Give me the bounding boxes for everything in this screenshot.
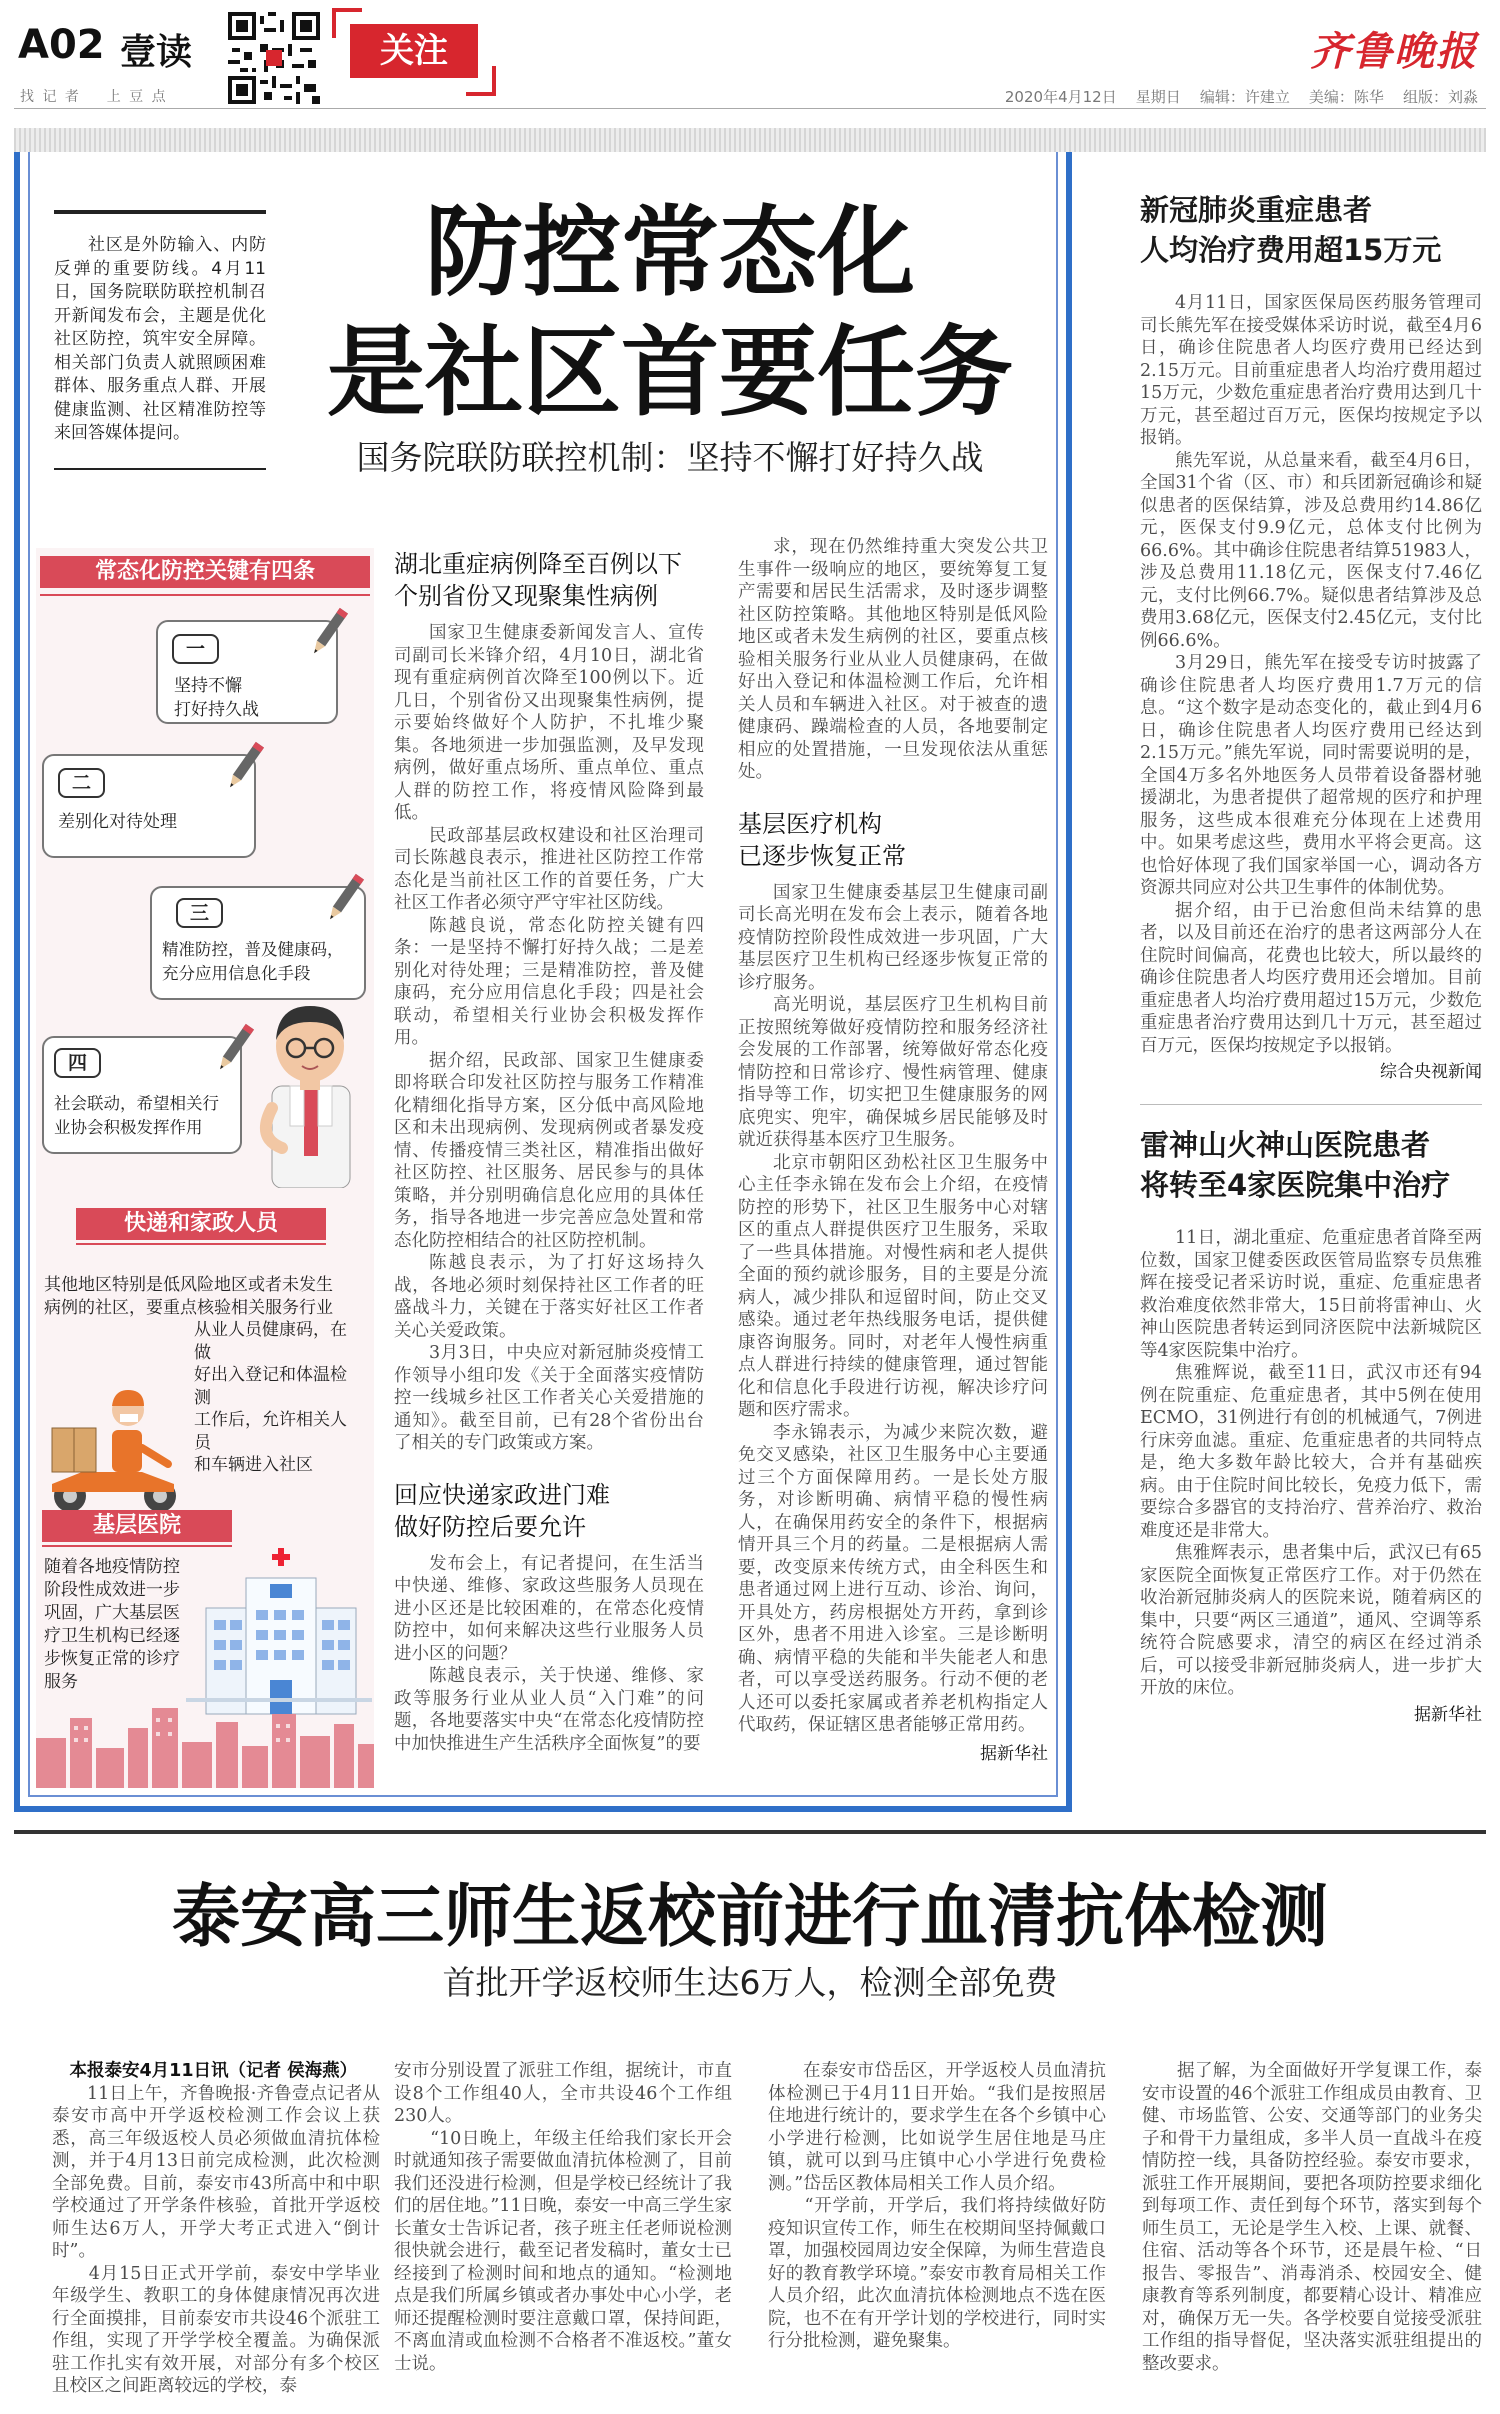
issue-meta: 2020年4月12日 星期日 编辑：许建立 美编：陈华 组版：刘淼 [1004, 88, 1478, 106]
key-text-2: 差别化对待处理 [58, 812, 177, 832]
col1-paragraph: 陈越良表示，为了打好这场持久战，各地必须时刻保持社区工作者的旺盛战斗力，关键在于落实好社区工作者关心关爱政策。 [394, 1253, 704, 1341]
col2-credit: 据新华社 [980, 1743, 1048, 1764]
main-col1 [394, 548, 704, 1788]
second-col2: 安市分别设置了派驻工作组，据统计，市直设8个工作组40人，全市共设46个工作组230人。 “10日晚上，年级主任给我们家长开会时就通知孩子需要做血清抗体检测了，目前我们还没进行检测，但是学校已经统计了我们的居住地。”11日晚，泰安一中高三学生家长董女士告诉记者，孩子班主任老师说检测很快就会进行，截至记者发稿时，董女士已经接到了检测时间和地点的通知。“检测地点是我们所属乡镇或者办事处中心小学，老师还提醒检测时要注意戴口罩，保持间距，不离血清或血检测不合格者不准返校。”董女士说。 [394, 2061, 732, 2374]
right-body1 [1140, 292, 1482, 1057]
key-text-3: 精准防控，普及健康码， 充分应用信息化手段 [162, 940, 344, 983]
second-story-subtitle: 首批开学返校师生达6万人，检测全部免费 [442, 1963, 1058, 2002]
right2-paragraph: 11日，湖北重症、危重症患者首降至两位数，国家卫健委医政医管局监察专员焦雅辉在接受记者采访时说，重症、危重症患者救治难度依然非常大，15日前将雷神山、火神山医院患者转运到同济医院中法新城院区等4家医院集中治疗。 [1140, 1228, 1482, 1361]
col2-heading: 基层医疗机构 已逐步恢复正常 [738, 809, 906, 870]
second-byline: 本报泰安4月11日讯（记者 侯海燕） [69, 2061, 358, 2081]
key-text-1: 坚持不懈 打好持久战 [174, 676, 259, 720]
express-text-visual [44, 1274, 354, 1477]
col1-paragraph: 国家卫生健康委新闻发言人、宣传司副司长米锋介绍，4月10日，湖北省现有重症病例首次降至100例以下。近几日，个别省份又出现聚集性病例，提示要始终做好个人防护，不扎堆少聚集。各地须进一步加强监测，及早发现病例，做好重点场所、重点单位、重点人群的防控工作，将疫情风险降到最低。 [394, 623, 704, 823]
right2-paragraph: 焦雅辉表示，患者集中后，武汉已有65家医院全面恢复正常医疗工作。对于仍然在收治新冠肺炎病人的医院来说，随着病区的集中，只要“两区三通道”，通风、空调等系统符合院感要求，清空的病区在经过消杀后，可以接受非新冠肺炎病人，进一步扩大开放的床位。 [1140, 1543, 1482, 1698]
right-column [1140, 190, 1482, 1800]
col1-heading: 湖北重症病例降至百例以下 个别省份又现聚集性病例 [394, 550, 682, 610]
main-col2 [738, 536, 1048, 1786]
header-rule [14, 108, 1486, 109]
col2b-paragraph: 北京市朝阳区劲松社区卫生服务中心主任李永锦在发布会上介绍，在疫情防控的形势下，社区卫生服务中心对辖区的重点人群提供医疗卫生服务，采取了一些具体措施。对慢性病和老人提供全面的预约就诊服务，目的主要是分流病人，减少排队和逗留时间，防止交叉感染。通过老年热线服务电话，提供健康咨询服务。同时，对老年人慢性病重点人群进行持续的健康管理，通过智能化和信息化手段进行访视，解决诊疗问题和医疗需求。 [738, 1152, 1048, 1420]
second-col1 [52, 2060, 380, 2400]
col1-paragraph: 陈越良说，常态化防控关键有四条：一是坚持不懈打好持久战；二是差别化对待处理；三是精准防控，普及健康码，充分应用信息化手段；四是社会联动，希望相关行业协会积极发挥作用。 [394, 915, 704, 1048]
right-heading2: 雷神山火神山医院患者 将转至4家医院集中治疗 [1140, 1128, 1451, 1202]
right1-paragraph: 熊先军说，从总量来看，截至4月6日，全国31个省（区、市）和兵团新冠确诊和疑似患者的医保结算，涉及总费用约14.86亿元，医保支付9.9亿元，总体支付比例为66.6%。其中确诊住院患者结算51983人，涉及总费用11.18亿元，医保支付7.46亿元，支付比例66.7%。疑似患者结算涉及总费用3.68亿元，医保支付2.45亿元，支付比例66.6%。 [1140, 450, 1482, 651]
second-col3: 在泰安市岱岳区，开学返校人员血清抗体检测已于4月11日开始。“我们是按照居住地进行统计的，要求学生在各个乡镇中心小学进行检测，比如说学生居住地是马庄镇，就可以到马庄镇中心小学进行免费检测。”岱岳区教体局相关工作人员介绍。 “开学前，开学后，我们将持续做好防疫知识宣传工作，师生在校期间坚持佩戴口罩，加强校园周边安全保障，为师生营造良好的教育教学环境。”泰安市教育局相关工作人员介绍，此次血清抗体检测地点不选在医院，也不在有开学计划的学校进行，同时实行分批检测，避免聚集。 [768, 2061, 1106, 2351]
express-text-line: 工作后，允许相关人员 [194, 1410, 347, 1453]
right-credit2: 据新华社 [1414, 1704, 1482, 1725]
lead-text: 社区是外防输入、内防反弹的重要防线。4月11日，国务院联防联控机制召开新闻发布会，主题是优化社区防控，筑牢安全屏障。相关部门负责人就照顾困难群体、服务重点人群、开展健康监测、社区精准防控等来回答媒体提问。 [54, 235, 266, 443]
col2b-paragraph: 国家卫生健康委基层卫生健康司副司长高光明在发布会上表示，随着各地疫情防控阶段性成效进一步巩固，广大基层医疗卫生机构已经逐步恢复正常的诊疗服务。 [738, 882, 1048, 993]
tag-label: 关注 [350, 24, 478, 78]
qr-code-icon [228, 12, 320, 104]
second-story-top-rule [14, 1830, 1486, 1834]
right-body2 [1140, 1227, 1482, 1700]
key-num-4: 四 [54, 1048, 101, 1078]
pencil-icon [322, 870, 368, 930]
hospital-illustration [186, 1548, 372, 1722]
col2-body [738, 536, 1048, 784]
doctor-illustration [246, 988, 374, 1192]
col1-paragraph: 据介绍，民政部、国家卫生健康委即将联合印发社区防控与服务工作精准化精细化指导方案，区分低中高风险地区和未出现病例、发现病例或者暴发疫情、传播疫情三类社区，精准指出做好社区防控、社区服务、居民参与的具体策略，并分别明确信息化应用的具体任务，指导各地进一步完善应急处置和常态化防控相结合的社区防控机制。 [394, 1050, 704, 1251]
col1-heading2: 回应快递家政进门难 做好防控后要允许 [394, 1480, 610, 1541]
second-story-title: 泰安高三师生返校前进行血清抗体检测 [171, 1878, 1328, 1957]
key-num-1: 一 [172, 634, 219, 664]
col2b-paragraph: 高光明说，基层医疗卫生机构目前正按照统筹做好疫情防控和服务经济社会发展的工作部署，统筹做好常态化疫情防控和日常诊疗、慢性病管理、健康指导等工作，切实把卫生健康服务的网底兜实、兜牢，确保城乡居民能够及时就近获得基本医疗卫生服务。 [738, 995, 1048, 1150]
express-title: 快递和家政人员 [76, 1208, 326, 1240]
sidebar-graphic [36, 548, 374, 1788]
right1-paragraph: 3月29日，熊先军在接受专访时披露了确诊住院患者人均医疗费用1.7万元的信息。“这个数字是动态变化的，截止到4月6日，确诊住院患者人均医疗费用已经达到2.15万元。”熊先军说，同时需要说明的是，全国4万多名外地医务人员带着设备器材驰援湖北，为患者提供了超常规的医疗和护理服务，这些成本很难充分体现在上述费用中。如果考虑这些，费用水平将会更高。这也恰好体现了我们国家举国一心，调动各方资源共同应对公共卫生事件的体制优势。 [1140, 653, 1482, 898]
col1b-paragraph: 发布会上，有记者提问，在生活当中快递、维修、家政这些服务人员现在进小区还是比较困难的，在常态化疫情防控中，如何来解决这些行业服务人员进小区的问题？ [394, 1553, 704, 1664]
express-text-line: 其他地区特别是低风险地区或者未发生 [44, 1275, 333, 1295]
section-tag [332, 8, 496, 96]
col1-body2 [394, 1553, 704, 1756]
right-credit1: 综合央视新闻 [1380, 1062, 1482, 1082]
express-text-line: 从业人员健康码，在做 [194, 1320, 347, 1363]
hospital-title: 基层医院 [42, 1510, 232, 1542]
right1-paragraph: 据介绍，由于已治愈但尚未结算的患者，以及目前还在治疗的患者这两部分人在住院时间偏高，花费也比较大，所以最终的确诊住院患者人均医疗费用还会增加。目前重症患者人均治疗费用超过15万元，少数危重症患者治疗费用达到几十万元，甚至超过百万元，医保均按规定予以报销。 [1140, 900, 1482, 1056]
col1b-paragraph: 陈越良表示，关于快递、维修、家政等服务行业从业人员“入门难”的问题，各地要落实中央“在常态化疫情防控中加快推进生产生活秩序全面恢复”的要 [394, 1666, 704, 1754]
col2-paragraph: 求，现在仍然维持重大突发公共卫生事件一级响应的地区，要统筹复工复产需要和居民生活需求，及时逐步调整社区防控策略。其他地区特别是低风险地区或者未发生病例的社区，要重点核验相关服务行业从业人员健康码，在做好出入登记和体温检测工作后，允许相关人员和车辆进入社区。对于被查的遗健康码、躁端检查的人员，各地要制定相应的处置措施，一旦发现依法从重惩处。 [738, 537, 1048, 782]
main-title-line1: 防控常态化 [424, 196, 915, 310]
col2b-paragraph: 李永锦表示，为减少来院次数，避免交叉感染，社区卫生服务中心主要通过三个方面保障用药。一是长处方服务，对诊断明确、病情平稳的慢性病人，在确保用药安全的条件下，根据病情开具三个月的药量。二是根据病人需要，改变原来传统方式，由全科医生和患者通过网上进行互动、诊治、询问，开具处方，药房根据处方开药，拿到诊区外，患者不用进入诊室。三是诊断明确、病情平稳的失能和半失能老人和患者，可以享受送药服务。行动不便的老人还可以委托家属或者养老机构指定人代取药，保证辖区患者能够正常用药。 [738, 1422, 1048, 1735]
pencil-icon [306, 604, 352, 664]
hospital-text: 随着各地疫情防控阶段性成效进一步巩固，广大基层医疗卫生机构已经逐步恢复正常的诊疗服务 [44, 1557, 180, 1692]
page-number: A02 [18, 22, 105, 68]
main-title-line2: 是社区首要任务 [326, 316, 1013, 430]
right1-paragraph: 4月11日，国家医保局医药服务管理司司长熊先军在接受媒体采访时说，截至4月6日，确诊住院患者人均医疗费用已经达到2.15万元。目前重症患者人均治疗费用超过15万元，少数危重症患者治疗费用达到几十万元，甚至超过百万元，医保均按规定予以报销。 [1140, 293, 1482, 448]
second-col1-body: 11日上午，齐鲁晚报·齐鲁壹点记者从泰安市高中开学返校检测工作会议上获悉，高三年级返校人员必须做血清抗体检测，并于4月13日前完成检测，此次检测全部免费。目前，泰安市43所高中和中职学校通过了开学条件核验，首批开学返校师生达6万人，开学大考正式进入“倒计时”。 4月15日正式开学前，泰安中学毕业年级学生、教职工的身体健康情况再次进行全面摸排，目前泰安市共设46个派驻工作组，实现了开学学校全覆盖。为确保派驻工作扎实有效开展，对部分有多个校区且校区之间距离较远的学校，泰 [52, 2083, 380, 2396]
lead-box [54, 210, 266, 470]
section-name: 壹读 [120, 32, 193, 73]
brand-logo: 齐鲁晚报 [1310, 28, 1478, 75]
key-num-2: 二 [58, 768, 105, 798]
right-heading1: 新冠肺炎重症患者 人均治疗费用超15万元 [1140, 193, 1442, 267]
key-num-3: 三 [176, 898, 223, 928]
col1-body [394, 622, 704, 1455]
skyline-decoration [36, 1698, 374, 1788]
express-text-line: 病例的社区，要重点核验相关服务行业 [44, 1297, 333, 1318]
masthead [0, 0, 1500, 110]
sidebar-title: 常态化防控关键有四条 [40, 556, 370, 588]
main-subtitle: 国务院联防联控机制：坚持不懈打好持久战 [356, 438, 984, 477]
col1-paragraph: 3月3日，中央应对新冠肺炎疫情工作领导小组印发《关于全面落实疫情防控一线城乡社区工作者关心关爱措施的通知》。截至目前，已有28个省份出台了相关的专门政策或方案。 [394, 1343, 704, 1453]
key-text-4: 社会联动，希望相关行 业协会积极发挥作用 [54, 1094, 219, 1137]
pencil-icon [222, 738, 268, 798]
col1-paragraph: 民政部基层政权建设和社区治理司司长陈越良表示，推进社区防控工作常态化是当前社区工作的首要任务，广大社区工作者必须守严守牢社区防线。 [394, 825, 704, 913]
express-text-line: 好出入登记和体温检测 [194, 1365, 347, 1408]
express-text-line: 和车辆进入社区 [194, 1455, 313, 1475]
right2-paragraph: 焦雅辉说，截至11日，武汉市还有94例在院重症、危重症患者，其中5例在使用ECMO，31例进行有创的机械通气，7例进行床旁血滤。重症、危重症患者的共同特点是，绝大多数年龄比较大，合并有基础疾病。由于住院时间比较长，免疫力低下，需要综合多器官的支持治疗、营养治疗、救治难度还是非常大。 [1140, 1363, 1482, 1541]
col2-body2 [738, 882, 1048, 1737]
decorative-band [14, 128, 1486, 152]
second-col4: 据了解，为全面做好开学复课工作，泰安市设置的46个派驻工作组成员由教育、卫健、市场监管、公安、交通等部门的业务尖子和骨干力量组成，多半人员一直战斗在疫情防控一线，具备防控经验。泰安市要求，派驻工作开展期间，要把各项防控要求细化到每项工作、责任到每个环节，落实到每个师生员工，无论是学生入校、上课、就餐、住宿、活动等各个环节，还是晨午检、“日报告、零报告”、消毒消杀、校园安全、健康教育等系列制度，都要精心设计、精准应对，确保万无一失。各学校要自觉接受派驻工作组的指导督促，坚决落实派驻组提出的整改要求。 [1142, 2061, 1482, 2374]
section-subline: 找 记 者 上 豆 点 [20, 89, 168, 105]
